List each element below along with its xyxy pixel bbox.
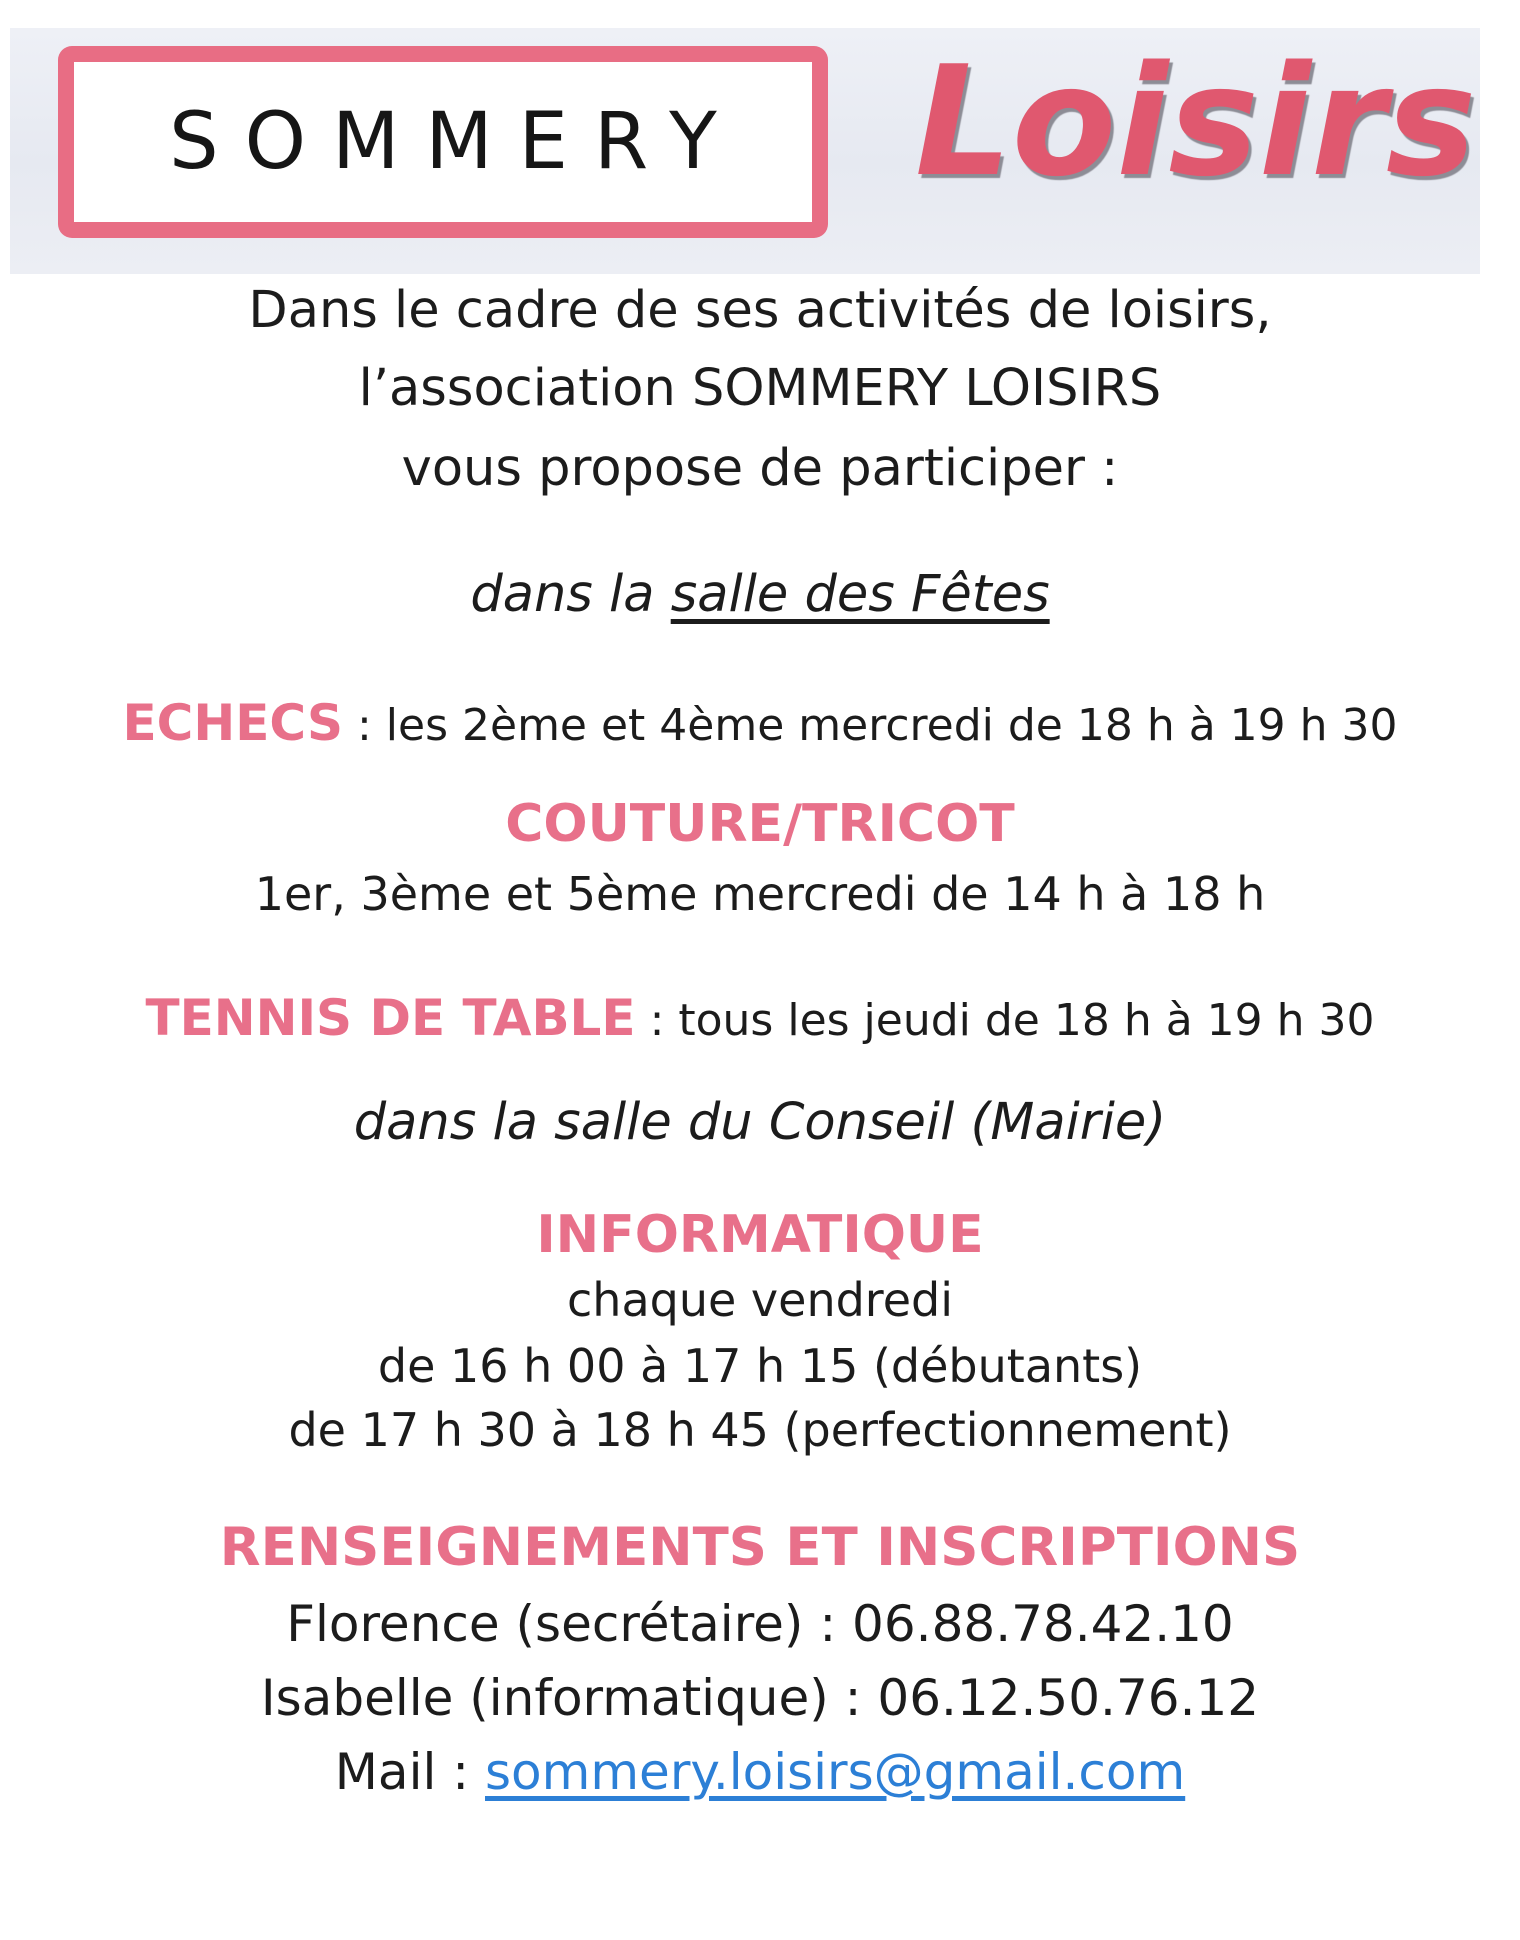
intro-line-3: vous propose de participer : [401,439,1119,498]
mail-link[interactable]: sommery.loisirs@gmail.com [485,1743,1186,1801]
venue-place: salle des Fêtes [670,565,1050,624]
activity-schedule-echecs: : les 2ème et 4ème mercredi de 18 h à 19 h 30 [343,700,1398,751]
header-banner [10,28,1480,274]
intro-line-2: l’association SOMMERY LOISIRS [358,359,1162,418]
contact-heading: RENSEIGNEMENTS ET INSCRIPTIONS [219,1517,1301,1578]
activity-name-couture: COUTURE/TRICOT [505,794,1015,854]
page-title: Loisirs [915,33,1477,210]
contact-isabelle: Isabelle (informatique) : 06.12.50.76.12 [260,1669,1260,1727]
activity-schedule-tennis: : tous les jeudi de 18 h à 19 h 30 [635,995,1375,1046]
town-sign [58,46,828,238]
mail-label: Mail : [334,1743,485,1801]
sign-text: SOMMERY [169,97,743,187]
activity-echecs [0,695,1520,753]
contact-mail [0,1744,1520,1802]
activity-schedule-couture: 1er, 3ème et 5ème mercredi de 14 h à 18 h [254,867,1266,921]
activity-tennis [0,990,1520,1048]
informatique-slot-1: de 16 h 00 à 17 h 15 (débutants) [377,1339,1143,1393]
venue-fetes [0,566,1520,625]
activity-name-informatique: INFORMATIQUE [536,1205,984,1265]
informatique-slot-2: de 17 h 30 à 18 h 45 (perfectionnement) [288,1403,1232,1457]
intro-line-1: Dans le cadre de ses activités de loisirs, [248,281,1272,340]
contact-florence: Florence (secrétaire) : 06.88.78.42.10 [286,1595,1234,1653]
venue-conseil: dans la salle du Conseil (Mairie) [353,1093,1167,1152]
informatique-day: chaque vendredi [567,1273,953,1327]
activity-name-echecs: ECHECS [122,694,343,752]
activity-name-tennis: TENNIS DE TABLE [145,989,636,1047]
venue-prefix: dans la [470,565,671,624]
